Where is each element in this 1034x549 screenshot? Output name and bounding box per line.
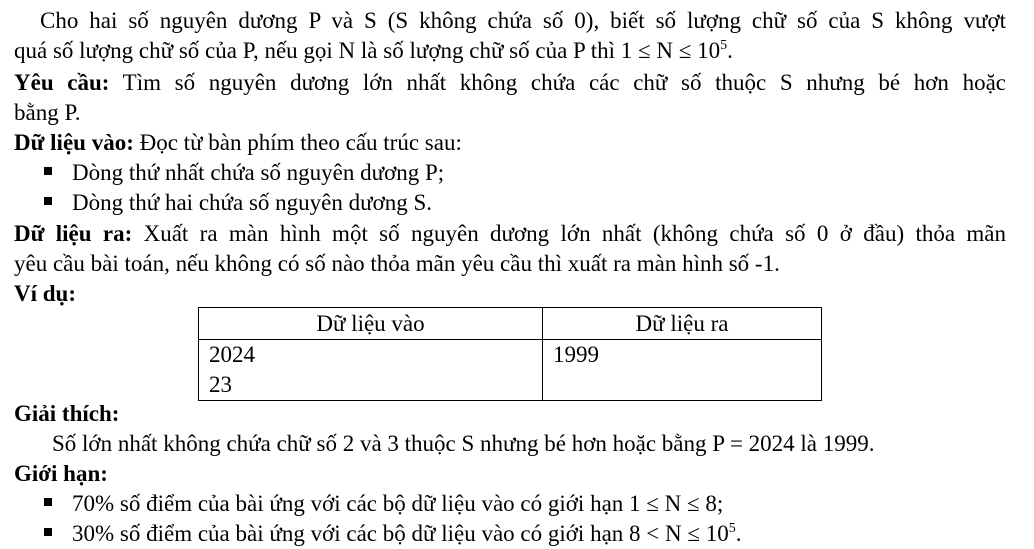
- input-item-text: Dòng thứ nhất chứa số nguyên dương P;: [72, 160, 445, 185]
- intro-line-1: [14, 6, 1006, 36]
- table-row: [199, 340, 822, 401]
- output-line-1: [14, 219, 1006, 249]
- limit-item-1: [72, 489, 723, 519]
- requirement-text-2: bằng P.: [14, 100, 81, 125]
- table-header-row: [199, 308, 822, 340]
- table-cell-input: [199, 340, 543, 401]
- input-item-1: [72, 158, 444, 188]
- example-label: Ví dụ:: [14, 281, 76, 306]
- limit-item-2: [72, 519, 742, 549]
- output-value: 1999: [553, 342, 599, 367]
- requirement-line-2: [14, 98, 80, 128]
- example-table: [198, 307, 822, 401]
- limit-text: 70% số điểm của bài ứng với các bộ dữ liệu vào có giới hạn 1 ≤ N ≤ 8;: [72, 491, 724, 516]
- input-item-text: Dòng thứ hai chứa số nguyên dương S.: [72, 190, 433, 215]
- explanation-label: Giải thích:: [14, 401, 120, 426]
- output-label: Dữ liệu ra:: [14, 221, 133, 246]
- requirement-text-1: Tìm số nguyên dương lớn nhất không chứa các chữ số thuộc S nhưng bé hơn hoặc: [109, 70, 1006, 95]
- input-value-p: 2024: [209, 342, 255, 367]
- input-value-s: 23: [209, 372, 232, 397]
- limits-label: Giới hạn:: [14, 461, 108, 486]
- explanation-text: Số lớn nhất không chứa chữ số 2 và 3 thuộc S nhưng bé hơn hoặc bằng P = 2024 là 1999.: [52, 431, 875, 456]
- table-header-input: Dữ liệu vào: [199, 308, 543, 340]
- bullet-icon: [44, 167, 52, 175]
- intro-period: .: [727, 38, 733, 63]
- bullet-icon: [44, 498, 52, 506]
- intro-text-1: Cho hai số nguyên dương P và S (S không chứa số 0), biết số lượng chữ số của S không vượt: [40, 8, 1006, 33]
- input-label: Dữ liệu vào:: [14, 130, 134, 155]
- intro-line-2: [14, 36, 733, 66]
- limit-exponent: 5: [728, 521, 736, 536]
- requirement-line-1: [14, 68, 1006, 98]
- bullet-icon: [44, 528, 52, 536]
- output-text-2: yêu cầu bài toán, nếu không có số nào thỏa mãn yêu cầu thì xuất ra màn hình số -1.: [14, 251, 780, 276]
- output-line-2: [14, 249, 780, 279]
- input-item-2: [72, 188, 432, 218]
- limit-period: .: [735, 521, 742, 546]
- input-heading-line: [14, 128, 462, 158]
- table-header-output: Dữ liệu ra: [543, 308, 822, 340]
- requirement-label: Yêu cầu:: [14, 70, 110, 95]
- intro-text-2: quá số lượng chữ số của P, nếu gọi N là số lượng chữ số của P thì 1 ≤ N ≤ 10: [14, 38, 721, 63]
- table-cell-output: [543, 340, 822, 401]
- output-text-1: Xuất ra màn hình một số nguyên dương lớn nhất (không chứa số 0 ở đầu) thỏa mãn: [132, 221, 1006, 246]
- intro-exponent: 5: [720, 38, 728, 53]
- limit-text: 30% số điểm của bài ứng với các bộ dữ liệu vào có giới hạn 8 < N ≤ 10: [72, 521, 729, 546]
- input-text: Đọc từ bàn phím theo cấu trúc sau:: [133, 130, 462, 155]
- bullet-icon: [44, 197, 52, 205]
